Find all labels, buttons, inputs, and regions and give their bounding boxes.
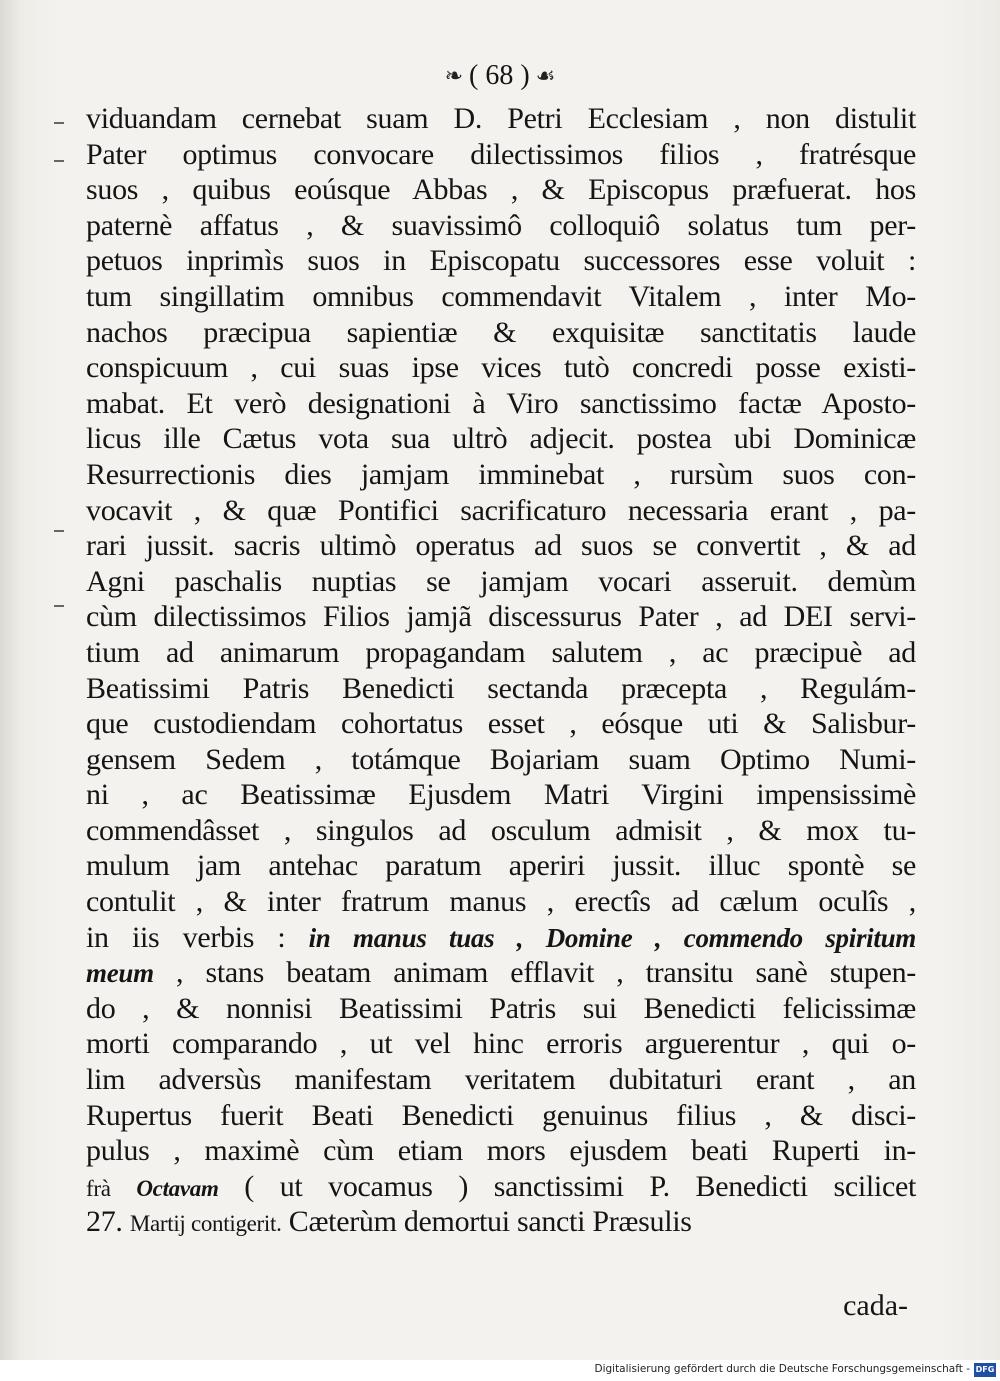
text-line: mabat. Et verò designationi à Viro sanctissimo factæ Aposto- (86, 386, 916, 420)
italic-word: Octavam (136, 1175, 219, 1201)
text-line: ni , ac Beatissimæ Ejusdem Matri Virgini impensissimè (86, 778, 916, 812)
text-line: Agni paschalis nuptias se jamjam vocari asseruit. demùm (86, 564, 916, 598)
text-line: morti comparando , ut vel hinc erroris arguerentur , qui o- (86, 1027, 916, 1061)
text-line: conspicuum , cui suas ipse vices tutò concredi posse existi- (86, 351, 916, 385)
text-line: tum singillatim omnibus commendavit Vitalem , inter Mo- (86, 279, 916, 313)
text-line (86, 955, 916, 991)
page-header (0, 58, 1000, 94)
left-ornament-icon: ❧ (444, 63, 464, 88)
text-fragment: frà (86, 1175, 111, 1201)
text-line: contulit , & inter fratrum manus , erectîs ad cælum oculîs , (86, 885, 916, 919)
text-line: suos , quibus eoúsque Abbas , & Episcopus præfuerat. hos (86, 173, 916, 207)
text-line: rari jussit. sacris ultimò operatus ad suos se convertit , & ad (86, 529, 916, 563)
text-line: nachos præcipua sapientiæ & exquisitæ sanctitatis laude (86, 315, 916, 349)
italic-quotation: in manus tuas , Domine , commendo spiritum (308, 922, 916, 953)
text-line: Beatissimi Patris Benedicti sectanda præcepta , Regulám- (86, 671, 916, 705)
text-fragment: 27. (86, 1205, 123, 1239)
text-line: mulum jam antehac paratum aperiri jussit. illuc spontè se (86, 849, 916, 883)
text-line (86, 1169, 916, 1205)
text-line: gensem Sedem , totámque Bojariam suam Optimo Numi- (86, 742, 916, 776)
margin-mark (54, 530, 64, 532)
text-line: que custodiendam cohortatus esset , eósque uti & Salisbur- (86, 707, 916, 741)
text-line: commendâsset , singulos ad osculum admisit , & mox tu- (86, 813, 916, 847)
margin-mark (54, 122, 64, 124)
text-line: vocavit , & quæ Pontifici sacrificaturo necessaria erant , pa- (86, 493, 916, 527)
margin-mark (54, 160, 64, 162)
text-line: petuos inprimìs suos in Episcopatu successores esse voluit : (86, 244, 916, 278)
page-number: ( 68 ) (469, 60, 530, 91)
italic-quotation-end: meum (86, 958, 154, 989)
catchword: cada- (843, 1289, 908, 1322)
text-fragment: , stans beatam animam efflavit , transitu sanè stupen- (153, 956, 916, 990)
text-line: do , & nonnisi Beatissimi Patris sui Benedicti felicissimæ (86, 991, 916, 1025)
text-line: viduandam cernebat suam D. Petri Ecclesiam , non distulit (86, 102, 916, 135)
text-fragment: ( ut vocamus ) sanctissimi P. Benedicti scilicet (244, 1169, 917, 1203)
text-fragment: Cæterùm demortui sancti Præsulis (288, 1205, 692, 1239)
text-fragment: Martij contigerit. (129, 1211, 282, 1237)
text-line: tium ad animarum propagandam salutem , ac præcipuè ad (86, 635, 916, 669)
text-line: cùm dilectissimos Filios jamjã discessurus Pater , ad DEI servi- (86, 600, 916, 634)
digitization-footer (0, 1360, 1000, 1381)
text-line (86, 1204, 916, 1240)
text-line: licus ille Cætus vota sua ultrò adjecit. postea ubi Dominicæ (86, 422, 916, 456)
text-fragment: in iis verbis : (86, 920, 286, 954)
margin-mark (54, 605, 64, 607)
body-text (86, 101, 916, 1240)
text-line: lim adversùs manifestam veritatem dubitaturi erant , an (86, 1063, 916, 1097)
text-line: pulus , maximè cùm etiam mors ejusdem beati Ruperti in- (86, 1134, 916, 1168)
funding-credit: Digitalisierung gefördert durch die Deutsche Forschungsgemeinschaft - (594, 1363, 970, 1375)
text-line: Rupertus fuerit Beati Benedicti genuinus filius , & disci- (86, 1098, 916, 1132)
text-line: Pater optimus convocare dilectissimos filios , fratrésque (86, 137, 916, 171)
text-line: Resurrectionis dies jamjam imminebat , rursùm suos con- (86, 457, 916, 491)
right-ornament-icon: ☙ (535, 63, 556, 88)
dfg-logo: DFG (974, 1363, 996, 1377)
text-line (86, 920, 916, 956)
text-line: paternè affatus , & suavissimô colloquiô solatus tum per- (86, 208, 916, 242)
